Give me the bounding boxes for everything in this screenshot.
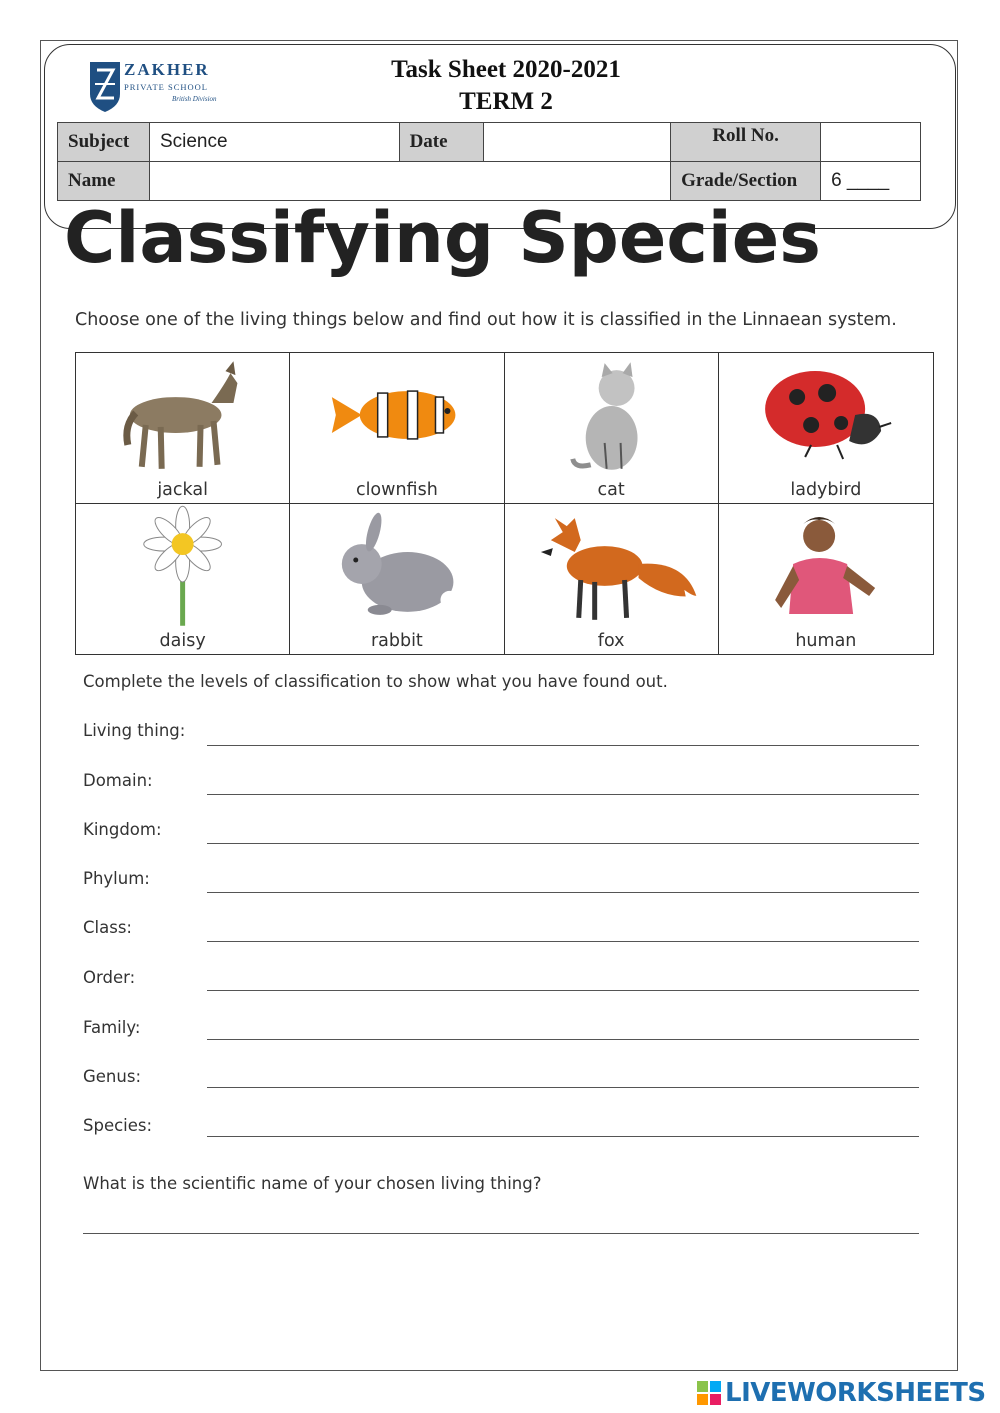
level-label: Family: bbox=[83, 1018, 141, 1037]
level-label: Genus: bbox=[83, 1067, 142, 1086]
subject-field[interactable]: Science bbox=[149, 123, 399, 162]
living-thing-label: clownfish bbox=[355, 479, 438, 500]
roll-no-label: Roll No. bbox=[671, 123, 821, 162]
level-label: Domain: bbox=[83, 771, 153, 790]
name-label: Name bbox=[58, 162, 150, 201]
rabbit-icon bbox=[290, 504, 503, 629]
living-thing-cell[interactable] bbox=[290, 504, 504, 655]
shield-icon bbox=[88, 58, 122, 114]
ladybird-icon bbox=[719, 353, 933, 478]
school-name: ZAKHER bbox=[124, 60, 210, 79]
living-thing-answer-line[interactable] bbox=[207, 745, 919, 746]
daisy-icon bbox=[76, 504, 289, 629]
roll-no-field[interactable] bbox=[821, 123, 921, 162]
order-answer-line[interactable] bbox=[207, 990, 919, 991]
living-thing-cell[interactable] bbox=[505, 504, 719, 655]
liveworksheets-icon bbox=[697, 1381, 721, 1405]
date-field[interactable] bbox=[483, 123, 671, 162]
living-thing-cell[interactable] bbox=[505, 353, 719, 504]
class-answer-line[interactable] bbox=[207, 941, 919, 942]
title-line-1: Task Sheet 2020-2021 bbox=[391, 56, 621, 83]
living-thing-cell[interactable] bbox=[719, 504, 933, 655]
species-answer-line[interactable] bbox=[207, 1136, 919, 1137]
student-info-table bbox=[57, 122, 921, 201]
worksheet-title: Classifying Species bbox=[64, 197, 821, 279]
name-field[interactable] bbox=[149, 162, 670, 201]
school-logo bbox=[88, 58, 228, 116]
level-label: Living thing: bbox=[83, 721, 186, 740]
level-label: Class: bbox=[83, 918, 132, 937]
living-thing-label: daisy bbox=[159, 631, 206, 651]
scientific-name-answer-line[interactable] bbox=[83, 1233, 919, 1234]
cat-icon bbox=[505, 353, 718, 478]
info-row-1 bbox=[58, 123, 921, 162]
living-thing-label: jackal bbox=[157, 479, 208, 500]
phylum-answer-line[interactable] bbox=[207, 892, 919, 893]
living-thing-label: ladybird bbox=[790, 479, 862, 500]
level-label: Species: bbox=[83, 1116, 153, 1135]
complete-prompt: Complete the levels of classification to show what you have found out. bbox=[83, 672, 668, 691]
date-label: Date bbox=[399, 123, 483, 162]
grade-section-label: Grade/Section bbox=[671, 162, 821, 201]
task-sheet-title bbox=[300, 54, 712, 118]
level-label: Order: bbox=[83, 968, 136, 987]
school-subtitle: PRIVATE SCHOOL bbox=[124, 82, 208, 92]
living-thing-cell[interactable] bbox=[290, 353, 504, 504]
living-things-grid bbox=[75, 352, 934, 655]
living-thing-label: rabbit bbox=[370, 631, 423, 651]
jackal-icon bbox=[76, 353, 289, 478]
subject-label: Subject bbox=[58, 123, 150, 162]
grade-section-field[interactable]: 6 ____ bbox=[821, 162, 921, 201]
liveworksheets-logo[interactable] bbox=[697, 1378, 986, 1408]
level-label: Kingdom: bbox=[83, 820, 162, 839]
living-thing-cell[interactable] bbox=[76, 353, 290, 504]
title-line-2: TERM 2 bbox=[459, 88, 553, 115]
domain-answer-line[interactable] bbox=[207, 794, 919, 795]
genus-answer-line[interactable] bbox=[207, 1087, 919, 1088]
family-answer-line[interactable] bbox=[207, 1039, 919, 1040]
living-thing-label: cat bbox=[597, 479, 625, 500]
info-row-2 bbox=[58, 162, 921, 201]
living-thing-label: human bbox=[795, 631, 857, 651]
human-icon bbox=[719, 504, 933, 629]
living-thing-cell[interactable] bbox=[76, 504, 290, 655]
instruction-text: Choose one of the living things below and find out how it is classified in the Linnaean system. bbox=[75, 310, 897, 330]
living-thing-label: fox bbox=[597, 631, 625, 651]
level-label: Phylum: bbox=[83, 869, 150, 888]
fox-icon bbox=[505, 504, 718, 629]
living-thing-cell[interactable] bbox=[719, 353, 933, 504]
scientific-name-question: What is the scientific name of your chosen living thing? bbox=[83, 1174, 542, 1193]
clownfish-icon bbox=[290, 353, 503, 478]
school-division: British Division bbox=[172, 95, 217, 103]
liveworksheets-brand: LIVEWORKSHEETS bbox=[725, 1378, 986, 1408]
kingdom-answer-line[interactable] bbox=[207, 843, 919, 844]
